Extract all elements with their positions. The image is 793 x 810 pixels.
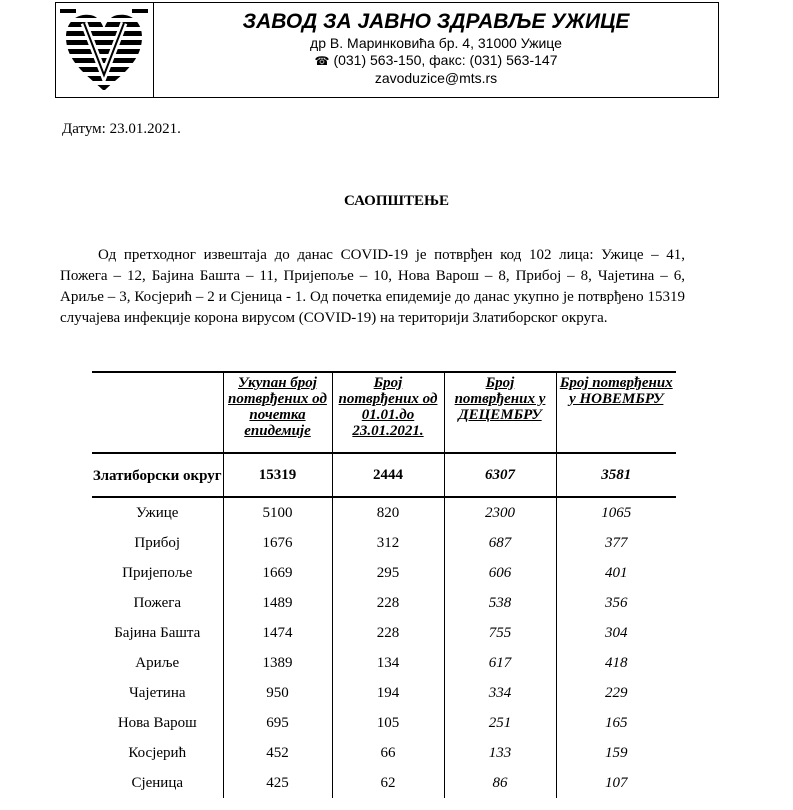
cell-december: 334 xyxy=(444,678,556,708)
cell-total: 5100 xyxy=(223,497,332,528)
cell-november: 159 xyxy=(556,738,676,768)
cell-january: 228 xyxy=(332,588,444,618)
cell-december: 6307 xyxy=(444,453,556,497)
cell-total: 695 xyxy=(223,708,332,738)
cell-november: 107 xyxy=(556,768,676,798)
cell-region: Златиборски округ xyxy=(92,453,223,497)
covid-stats-table xyxy=(92,371,676,798)
cell-total: 15319 xyxy=(223,453,332,497)
intro-paragraph: Од претходног извештаја до данас COVID-19 је потврђен код 102 лица: Ужице – 41, Пожега – 12, Бајина Башта – 11, Пријепоље – 10, Нова Варош – 8, Прибој – 8, Чајетина – 6, Ариље – 3, Косјерић – 2 и Сјеница - 1. Од почетка епидемије до данас укупно је потврђено 15319 случајева инфекције корона вирусом (COVID-19) на територији Златиборског округа. xyxy=(60,247,685,326)
header-december: Број потврђених у ДЕЦЕМБРУ xyxy=(444,372,556,453)
cell-december: 133 xyxy=(444,738,556,768)
cell-region: Пожега xyxy=(92,588,223,618)
table-row xyxy=(92,558,676,588)
table-row-total xyxy=(92,453,676,497)
cell-december: 538 xyxy=(444,588,556,618)
cell-total: 1489 xyxy=(223,588,332,618)
table-row xyxy=(92,708,676,738)
cell-total: 425 xyxy=(223,768,332,798)
header-total: Укупан број потврђених од почетка епидемије xyxy=(223,372,332,453)
cell-january: 295 xyxy=(332,558,444,588)
cell-january: 105 xyxy=(332,708,444,738)
cell-december: 251 xyxy=(444,708,556,738)
document-title: САОПШТЕЊЕ xyxy=(343,193,450,209)
cell-january: 228 xyxy=(332,618,444,648)
cell-region: Ариље xyxy=(92,648,223,678)
logo-cell xyxy=(56,3,154,97)
table-row xyxy=(92,497,676,528)
cell-total: 452 xyxy=(223,738,332,768)
header-region xyxy=(92,372,223,453)
cell-november: 418 xyxy=(556,648,676,678)
document-date: Датум: 23.01.2021. xyxy=(62,121,181,137)
cell-region: Прибој xyxy=(92,528,223,558)
cell-january: 66 xyxy=(332,738,444,768)
cell-november: 1065 xyxy=(556,497,676,528)
cell-november: 401 xyxy=(556,558,676,588)
cell-november: 304 xyxy=(556,618,676,648)
table-row xyxy=(92,678,676,708)
cell-january: 134 xyxy=(332,648,444,678)
cell-region: Сјеница xyxy=(92,768,223,798)
table-row xyxy=(92,588,676,618)
cell-december: 617 xyxy=(444,648,556,678)
institute-logo xyxy=(60,7,148,93)
cell-january: 820 xyxy=(332,497,444,528)
cell-total: 1669 xyxy=(223,558,332,588)
cell-december: 2300 xyxy=(444,497,556,528)
cell-region: Пријепоље xyxy=(92,558,223,588)
table-row xyxy=(92,528,676,558)
org-info xyxy=(154,9,718,87)
table-row xyxy=(92,648,676,678)
cell-total: 1474 xyxy=(223,618,332,648)
letterhead xyxy=(55,2,719,98)
org-name: ЗАВОД ЗА ЈАВНО ЗДРАВЉЕ УЖИЦЕ xyxy=(242,10,630,33)
cell-december: 86 xyxy=(444,768,556,798)
cell-november: 3581 xyxy=(556,453,676,497)
cell-region: Чајетина xyxy=(92,678,223,708)
cell-december: 606 xyxy=(444,558,556,588)
cell-december: 755 xyxy=(444,618,556,648)
cell-total: 1389 xyxy=(223,648,332,678)
cell-region: Ужице xyxy=(92,497,223,528)
cell-region: Косјерић xyxy=(92,738,223,768)
table-row xyxy=(92,768,676,798)
header-november: Број потврђених у НОВЕМБРУ xyxy=(556,372,676,453)
header-january: Број потврђених од 01.01.до 23.01.2021. xyxy=(332,372,444,453)
table-header-row xyxy=(92,372,676,453)
phone-text: (031) 563-150, факс: (031) 563-147 xyxy=(333,52,558,68)
table-row xyxy=(92,618,676,648)
cell-total: 950 xyxy=(223,678,332,708)
cell-november: 377 xyxy=(556,528,676,558)
cell-november: 165 xyxy=(556,708,676,738)
org-address: др В. Маринковића бр. 4, 31000 Ужице xyxy=(310,35,562,51)
cell-january: 62 xyxy=(332,768,444,798)
cell-region: Нова Варош xyxy=(92,708,223,738)
cell-january: 312 xyxy=(332,528,444,558)
telephone-icon: ☎ xyxy=(314,54,330,68)
cell-region: Бајина Башта xyxy=(92,618,223,648)
cell-total: 1676 xyxy=(223,528,332,558)
cell-november: 229 xyxy=(556,678,676,708)
cell-january: 194 xyxy=(332,678,444,708)
cell-december: 687 xyxy=(444,528,556,558)
cell-november: 356 xyxy=(556,588,676,618)
table-row xyxy=(92,738,676,768)
org-phone xyxy=(154,52,718,70)
org-email: zavoduzice@mts.rs xyxy=(374,70,498,86)
cell-january: 2444 xyxy=(332,453,444,497)
